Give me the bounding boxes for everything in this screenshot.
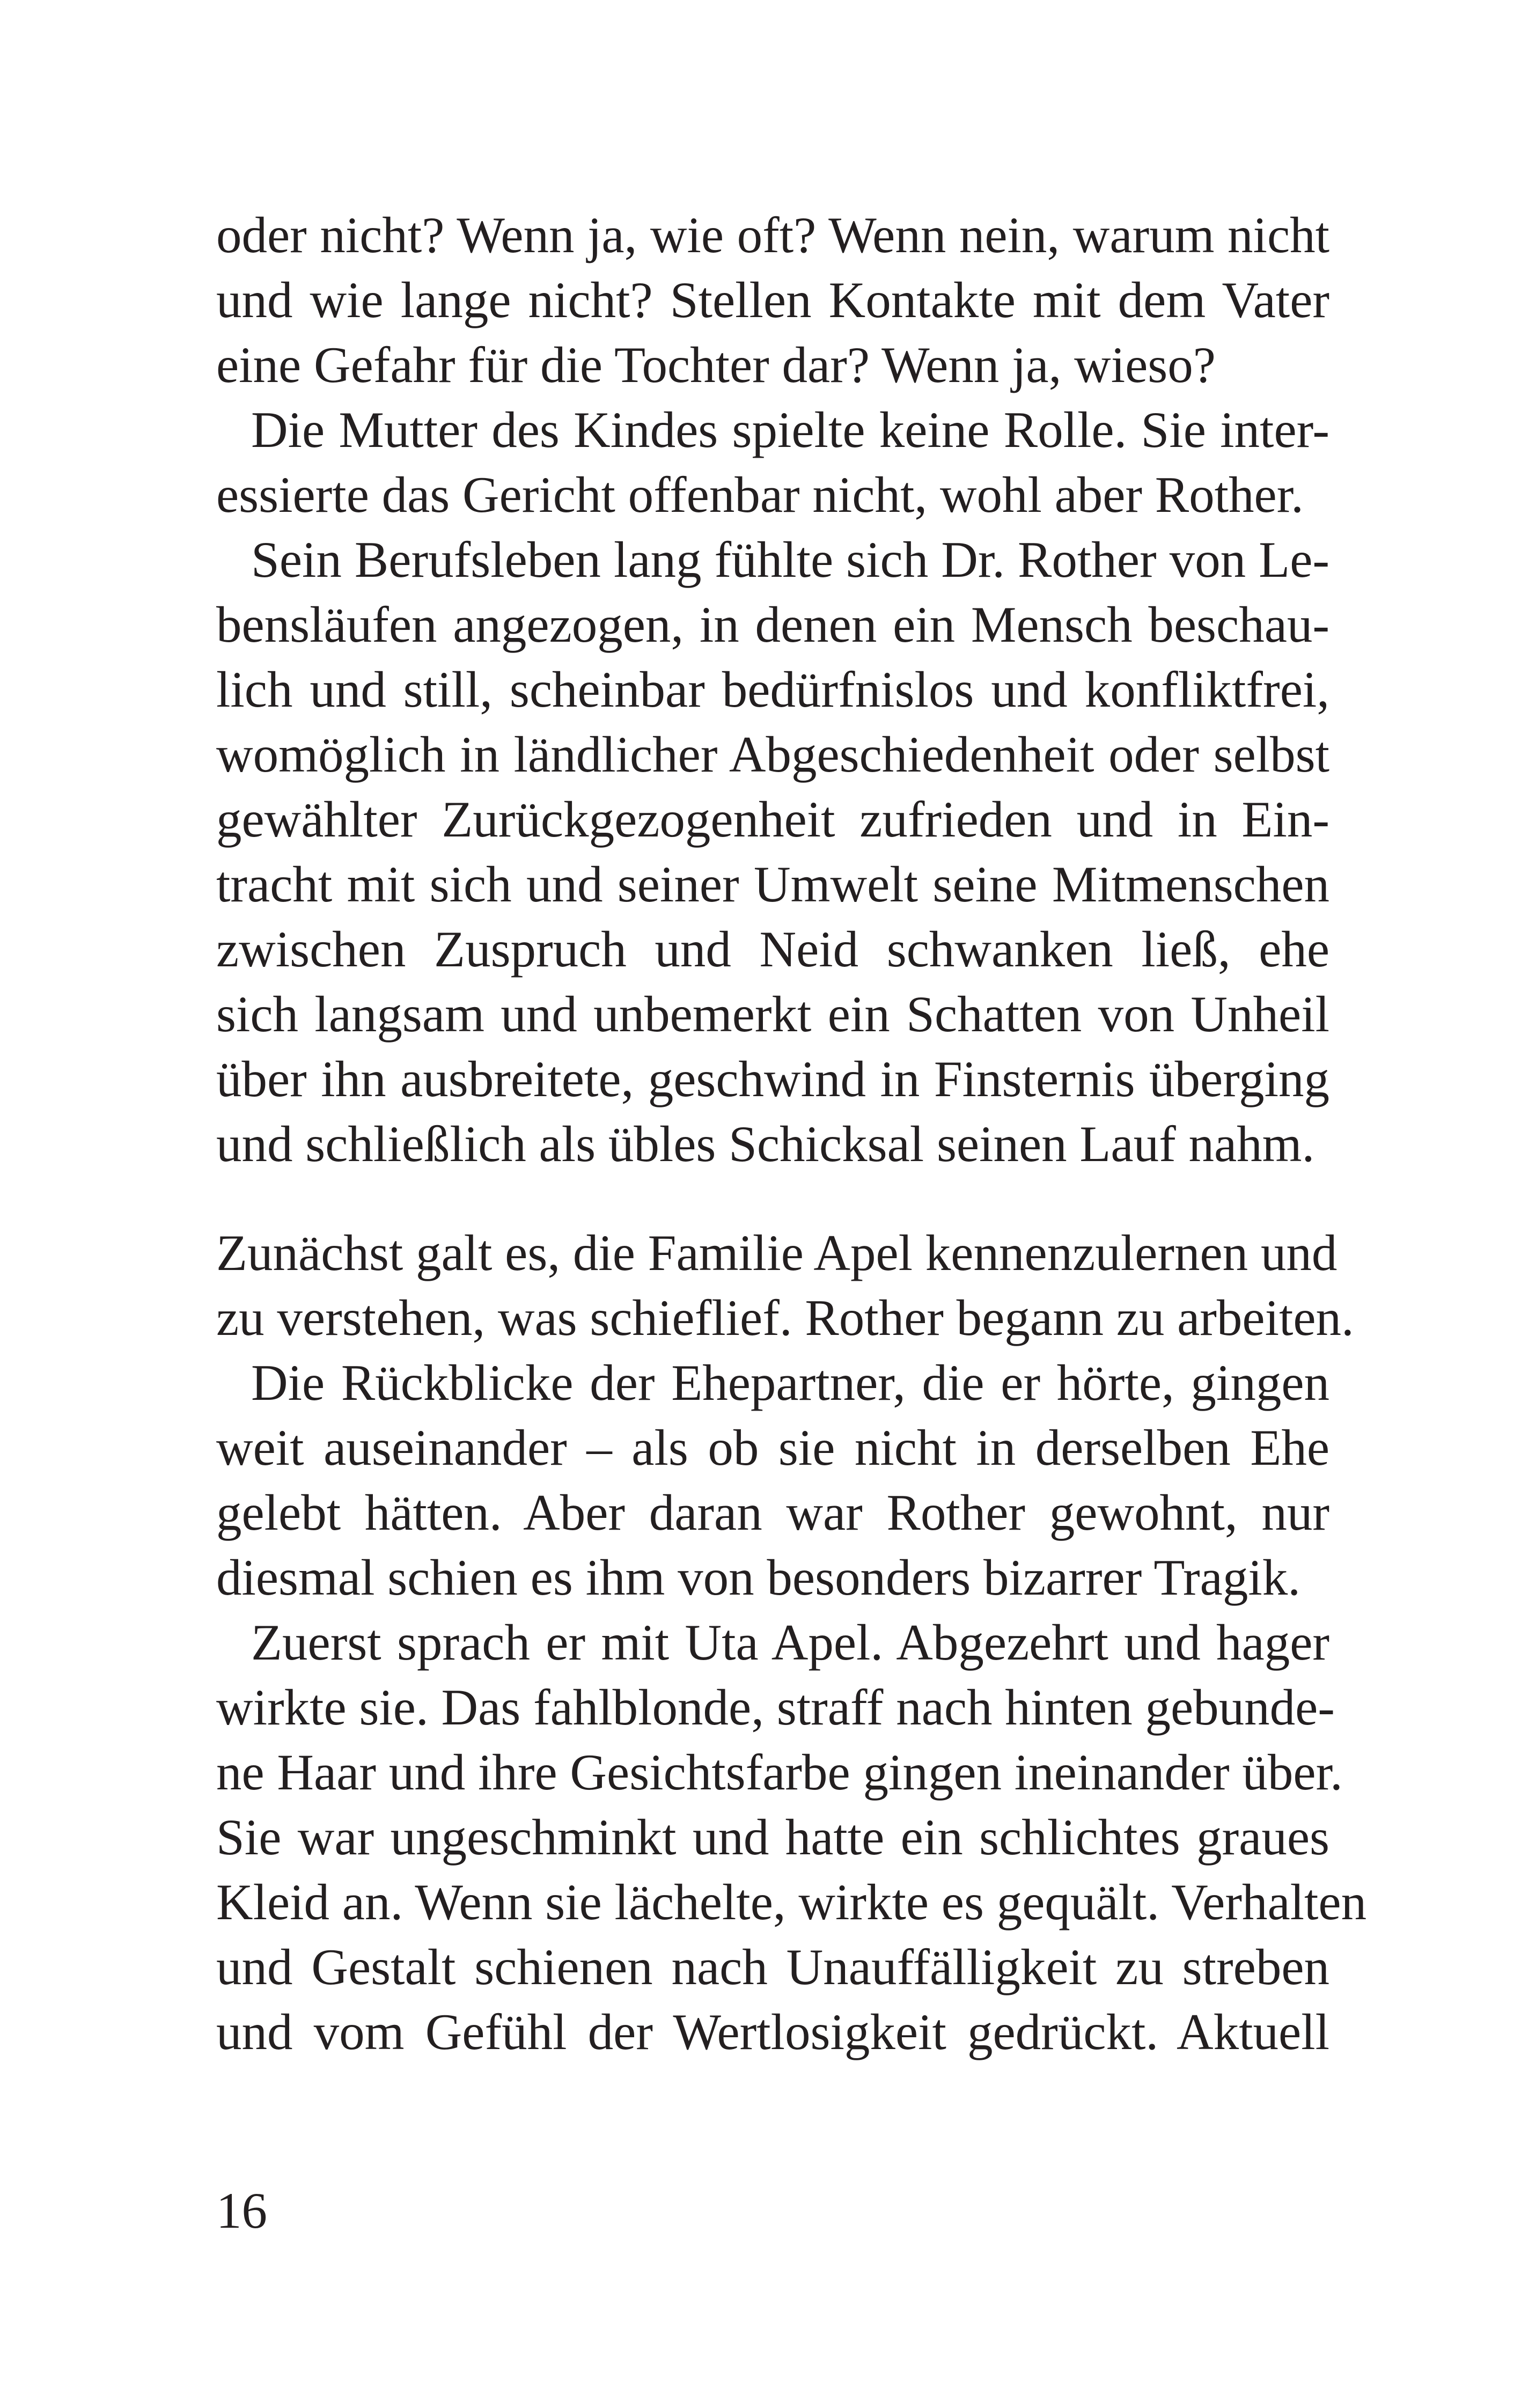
text-line: über ihn ausbreitete, geschwind in Finsternis überging <box>216 1051 1329 1107</box>
text-line: tracht mit sich und seiner Umwelt seine Mitmenschen <box>216 856 1329 913</box>
text-line: bensläufen angezogen, in denen ein Mensch beschau- <box>216 596 1329 653</box>
text-line: und vom Gefühl der Wertlosigkeit gedrückt. Aktuell <box>216 2003 1329 2060</box>
text-line: und Gestalt schienen nach Unauffälligkeit zu streben <box>216 1939 1329 1995</box>
paragraph-block-1 <box>216 203 1329 1177</box>
text-line: essierte das Gericht offenbar nicht, wohl aber Rother. <box>216 466 1304 523</box>
text-line: eine Gefahr für die Tochter dar? Wenn ja, wieso? <box>216 336 1216 393</box>
text-line: Zunächst galt es, die Familie Apel kennenzulernen und <box>216 1224 1338 1281</box>
page-number: 16 <box>216 2182 267 2239</box>
text-line: Zuerst sprach er mit Uta Apel. Abgezehrt und hager <box>251 1614 1329 1671</box>
text-line: weit auseinander – als ob sie nicht in derselben Ehe <box>216 1419 1329 1476</box>
text-line: ne Haar und ihre Gesichtsfarbe gingen ineinander über. <box>216 1744 1343 1801</box>
text-line: zwischen Zuspruch und Neid schwanken ließ, ehe <box>216 921 1329 978</box>
text-line: Die Rückblicke der Ehepartner, die er hörte, gingen <box>251 1354 1329 1411</box>
text-line: diesmal schien es ihm von besonders bizarrer Tragik. <box>216 1549 1300 1606</box>
text-line: Kleid an. Wenn sie lächelte, wirkte es gequält. Verhalten <box>216 1874 1367 1930</box>
text-line: sich langsam und unbemerkt ein Schatten von Unheil <box>216 986 1329 1043</box>
text-line: wirkte sie. Das fahlblonde, straff nach hinten gebunde- <box>216 1679 1335 1736</box>
text-line: Sein Berufsleben lang fühlte sich Dr. Rother von Le- <box>251 531 1329 588</box>
text-line: zu verstehen, was schieflief. Rother begann zu arbeiten. <box>216 1289 1354 1346</box>
text-line: gelebt hätten. Aber daran war Rother gewohnt, nur <box>216 1484 1329 1541</box>
text-line: womöglich in ländlicher Abgeschiedenheit oder selbst <box>216 726 1329 783</box>
paragraph-block-2 <box>216 1221 1367 2065</box>
text-line: Sie war ungeschminkt und hatte ein schlichtes graues <box>216 1809 1329 1866</box>
text-line: lich und still, scheinbar bedürfnislos und konfliktfrei, <box>216 661 1329 718</box>
text-line: gewählter Zurückgezogenheit zufrieden und in Ein- <box>216 791 1329 848</box>
text-line: und schließlich als übles Schicksal seinen Lauf nahm. <box>216 1115 1315 1172</box>
text-line: oder nicht? Wenn ja, wie oft? Wenn nein, warum nicht <box>216 207 1329 263</box>
text-line: und wie lange nicht? Stellen Kontakte mit dem Vater <box>216 271 1329 328</box>
text-line: Die Mutter des Kindes spielte keine Rolle. Sie inter- <box>251 401 1329 458</box>
